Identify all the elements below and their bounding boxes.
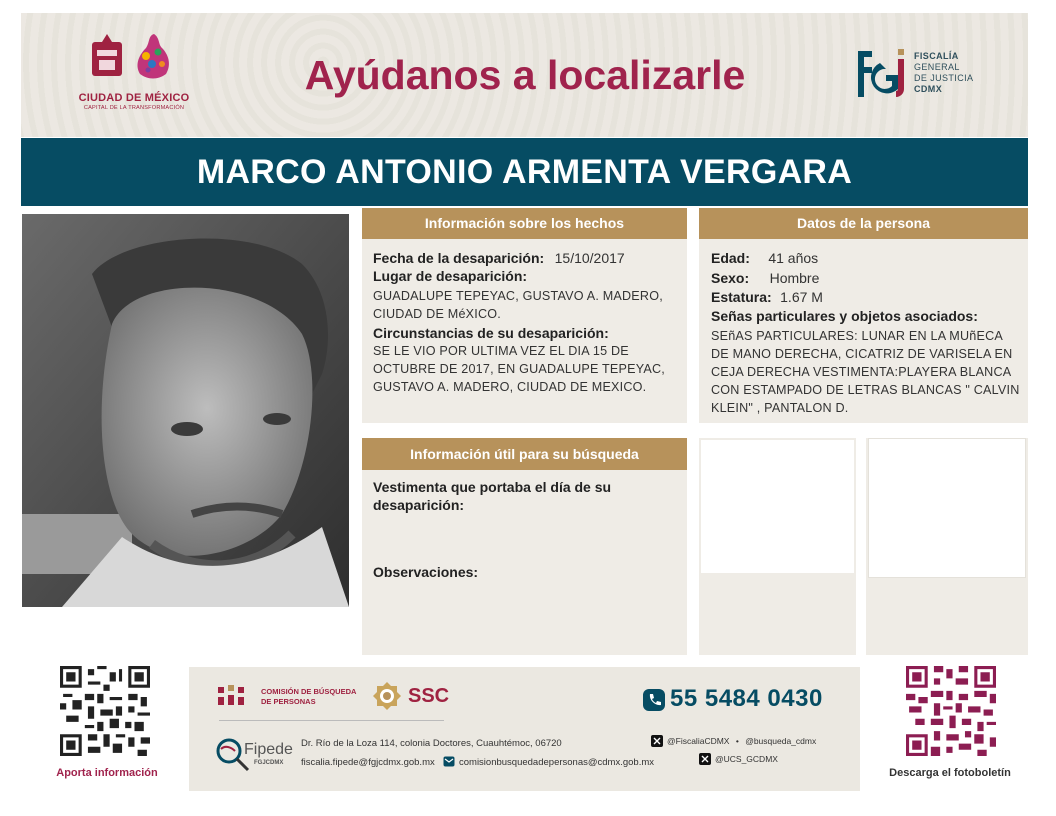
fgj-emblem-icon [852,45,910,111]
sexo-value: Hombre [769,270,820,286]
hechos-title: Información sobre los hechos [362,208,687,239]
persona-title: Datos de la persona [699,208,1028,239]
social-ucs[interactable]: @UCS_GCDMX [715,754,778,764]
fecha-value: 15/10/2017 [554,250,625,266]
qr-left-caption: Aporta información [56,767,158,779]
address: Dr. Río de la Loza 114, colonia Doctores, Cuauhtémoc, 06720 [301,738,562,749]
extra-photo-1 [701,440,854,573]
cdmx-tagline: CAPITAL DE LA TRANSFORMACIÓN [83,105,185,111]
qr-code-fotoboletin-icon[interactable] [906,666,996,756]
extra-photo-2 [868,438,1026,578]
fipede-label: Fipede [244,741,293,758]
fipede-sub: FGJCDMX [254,760,284,766]
comision-line2: DE PERSONAS [261,697,316,706]
sexo-label: Sexo: [711,270,750,286]
email-icon [443,756,455,767]
fgj-line4: CDMX [914,84,943,94]
social-fiscalia[interactable]: @FiscaliaCDMX [667,736,730,746]
lugar-value: GUADALUPE TEPEYAC, GUSTAVO A. MADERO, CIUDAD DE MéXICO. [373,289,663,321]
fgj-line1: FISCALÍA [914,51,959,61]
cdmx-logo [78,30,190,120]
edad-label: Edad: [711,250,750,266]
social-separator: • [735,736,739,746]
comision-line1: COMISIÓN DE BÚSQUEDA [261,687,357,696]
qr-right-block [889,666,1018,779]
ssc-badge-icon [372,681,402,711]
x-twitter-icon [651,735,663,747]
fgj-line3: DE JUSTICIA [914,73,974,83]
estatura-value: 1.67 M [780,289,823,305]
vestimenta-label: Vestimenta que portaba el día de su desaparición: [373,479,612,513]
circunstancias-label: Circunstancias de su desaparición: [373,325,609,341]
cdmx-name: CIUDAD DE MÉXICO [78,92,190,104]
qr-left-block [56,666,158,779]
fecha-label: Fecha de la desaparición: [373,250,545,266]
circunstancias-value: SE LE VIO POR ULTIMA VEZ EL DIA 15 DE OCTUBRE DE 2017, EN GUADALUPE TEPEYAC, GUSTAVO A. MADERO, CIUDAD DE MEXICO. [373,344,665,394]
page-title: Ayúdanos a localizarle [304,52,746,98]
qr-code-icon[interactable] [60,666,150,756]
comision-text [261,687,356,707]
qr-right-caption: Descarga el fotoboletín [889,767,1011,779]
busqueda-panel [362,438,687,655]
fgj-text [914,51,973,95]
fgj-logo [852,45,982,111]
person-name: MARCO ANTONIO ARMENTA VERGARA [21,138,1028,206]
portrait-image [22,214,349,607]
extra-photo-box-2 [866,438,1028,655]
divider [219,720,444,721]
phone-number[interactable]: 55 5484 0430 [670,685,823,712]
fgj-line2: GENERAL [914,62,960,72]
comision-email[interactable]: comisionbusquedadepersonas@cdmx.gob.mx [459,757,655,768]
ssc-label: SSC [408,685,450,707]
x-twitter-icon-2 [699,753,711,765]
social-busqueda[interactable]: @busqueda_cdmx [745,736,817,746]
estatura-label: Estatura: [711,289,772,305]
senas-value: SEñAS PARTICULARES: LUNAR EN LA MUñECA DE MANO DERECHA, CICATRIZ DE VARISELA EN CEJA DERECHA VESTIMENTA:PLAYERA BLANCA CON ESTAMPADO DE LETRAS BLANCAS " CALVIN KLEIN" , PANTALON D. [711,329,1020,415]
observaciones-label: Observaciones: [373,564,479,580]
senas-label: Señas particulares y objetos asociados: [711,308,978,324]
social-row-1 [667,736,816,746]
fipede-email[interactable]: fiscalia.fipede@fgjcdmx.gob.mx [301,757,435,768]
persona-panel [699,208,1028,423]
lugar-label: Lugar de desaparición: [373,268,528,284]
cdmx-emblem-icon [78,30,190,90]
phone-icon[interactable] [643,689,665,711]
footer-contact-box [189,667,860,791]
person-photo [22,214,349,607]
extra-photo-box-1 [699,438,856,655]
edad-value: 41 años [768,250,819,266]
hechos-panel [362,208,687,423]
busqueda-title: Información útil para su búsqueda [362,438,687,470]
comision-logo-icon [218,685,250,707]
